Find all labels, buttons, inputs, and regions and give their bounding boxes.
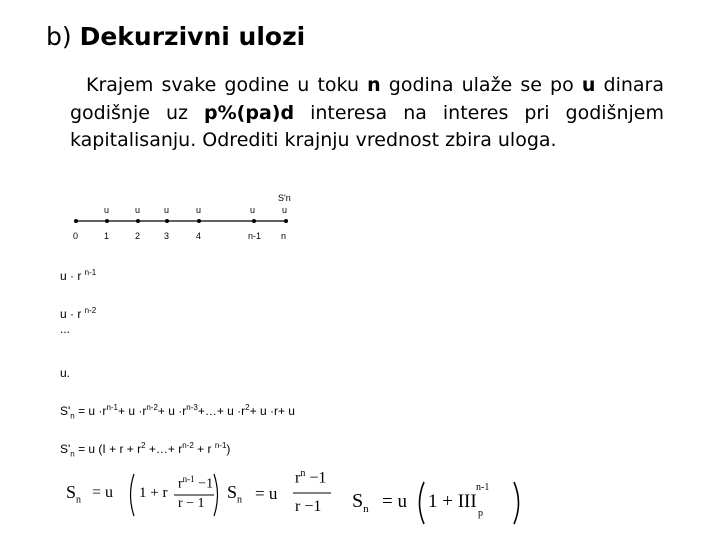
text-u: u <box>581 74 596 96</box>
heading-bold: Dekurzivni ulozi <box>79 22 306 51</box>
eq-exp: n-1 <box>106 403 118 412</box>
sum-symbol: S' <box>60 404 71 418</box>
sum-equation-1 <box>60 403 295 420</box>
timeline-bottom-label: 4 <box>196 231 202 241</box>
term-base: u · r <box>60 307 85 321</box>
formula-sup: n-1 <box>476 482 490 493</box>
eq-exp: n-2 <box>182 441 194 450</box>
eq-part: + u ·r+ u <box>249 404 295 418</box>
timeline-bottom-label: 1 <box>104 231 110 241</box>
sum-sub: n <box>70 449 75 459</box>
formula-s: $S_n$ <box>66 482 82 506</box>
timeline-bottom-label: n-1 <box>248 231 262 241</box>
formula-denominator: r − 1 <box>178 496 205 511</box>
text-part-3: dinara godišnje uz <box>70 74 664 124</box>
formula-eq: = u <box>92 484 114 501</box>
sum-symbol: S' <box>60 442 71 456</box>
problem-text <box>70 72 664 155</box>
timeline-dot <box>284 219 288 223</box>
timeline-top-label: u <box>282 205 288 215</box>
timeline-diagram <box>60 188 310 244</box>
heading-prefix: b) <box>46 22 72 51</box>
text-part-1: Krajem svake godine u toku <box>86 74 368 96</box>
timeline-top-label: u <box>104 205 110 215</box>
eq-part: = u ·r <box>74 404 107 418</box>
ellipsis: ... <box>60 322 71 336</box>
eq-exp: n-3 <box>186 403 198 412</box>
timeline-dot <box>105 219 109 223</box>
eq-part: +…+ u ·r <box>197 404 246 418</box>
timeline-bottom-label: 3 <box>164 231 170 241</box>
timeline-top-label: u <box>164 205 170 215</box>
term-exp: n-2 <box>84 306 97 315</box>
formula-2 <box>225 462 335 522</box>
sum-sub: n <box>70 411 75 421</box>
timeline-dot <box>74 219 78 223</box>
text-part-2: godina ulaže se po <box>380 74 582 96</box>
formula-eq: = u <box>382 491 407 512</box>
timeline-top-label: u <box>250 205 256 215</box>
formula-numerator: $r^{n-1} -1$ <box>178 474 214 492</box>
timeline-sum-label: S'n <box>278 193 291 203</box>
eq-part: + u ·r <box>157 404 187 418</box>
timeline-bottom-label: n <box>281 231 287 241</box>
timeline-bottom-label: 0 <box>73 231 79 241</box>
term-n-2 <box>60 306 96 321</box>
formula-numerator: $r^n -1$ <box>295 468 327 487</box>
formula-3 <box>348 478 528 528</box>
timeline-dot <box>136 219 140 223</box>
eq-exp: 2 <box>141 441 146 450</box>
eq-exp: 2 <box>245 403 250 412</box>
timeline-top-label: u <box>196 205 202 215</box>
term-n-1 <box>60 268 96 283</box>
eq-part: ) <box>226 442 231 456</box>
eq-part: + u ·r <box>118 404 147 418</box>
sum-equation-2 <box>60 441 230 458</box>
term-base: u · r <box>60 269 85 283</box>
term-exp: n-1 <box>84 268 97 277</box>
timeline-dot <box>197 219 201 223</box>
eq-part: +…+ r <box>145 442 183 456</box>
heading <box>46 22 305 51</box>
formula-1 <box>60 470 225 520</box>
formula-eq: = u <box>255 484 278 503</box>
formula-denominator: r −1 <box>295 498 322 515</box>
eq-part: + r <box>193 442 215 456</box>
timeline-dot <box>165 219 169 223</box>
formula-one-plus-r: 1 + r <box>139 485 168 501</box>
formula-sub: p <box>478 508 483 519</box>
eq-exp: n-1 <box>214 441 227 450</box>
eq-exp: n-2 <box>146 403 158 412</box>
text-p: p%(pa)d <box>204 101 295 124</box>
formula-s: $S_n$ <box>227 482 243 506</box>
timeline-top-label: u <box>135 205 141 215</box>
formula-s: $S_n$ <box>352 490 369 515</box>
text-part-4: interesa na interes pri godišnjem kapitalisanju. Odrediti krajnju vrednost zbira uloga. <box>70 101 664 151</box>
eq-part: = u (I + r + r <box>74 442 142 456</box>
text-n: n <box>367 74 381 96</box>
timeline-dot <box>252 219 256 223</box>
term-u: u. <box>60 366 71 380</box>
timeline-bottom-label: 2 <box>135 231 141 241</box>
formula-body: 1 + III <box>428 491 477 512</box>
